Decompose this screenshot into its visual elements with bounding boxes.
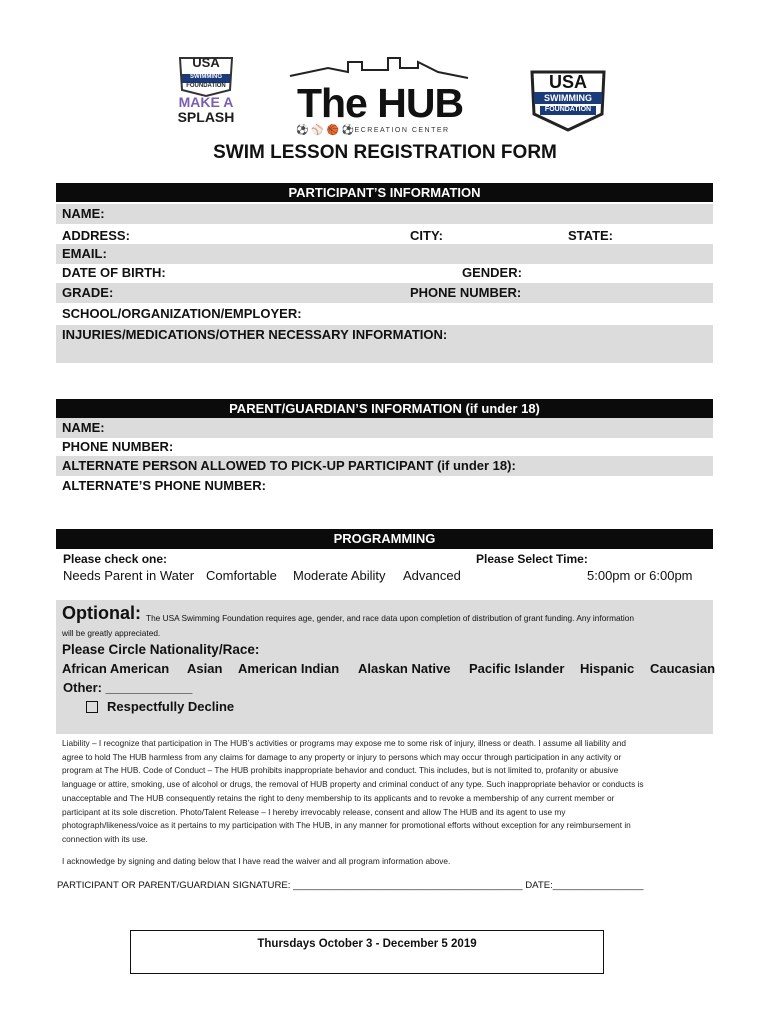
alternate-person-field[interactable] — [56, 456, 713, 476]
liability-line: photograph/likeness/voice as it pertains to my participation with The HUB, in any manner for promotional efforts without exception for any reimbursement in — [62, 820, 631, 831]
usa-swimming-make-a-splash-logo — [170, 52, 242, 130]
guardian-name-label: NAME: — [62, 420, 105, 435]
race-caucasian[interactable]: Caucasian — [650, 661, 716, 676]
level-moderate-option[interactable]: Moderate Ability — [293, 568, 386, 583]
race-asian[interactable]: Asian — [187, 661, 223, 676]
participant-name-label: NAME: — [62, 206, 105, 221]
level-needs-parent-option[interactable]: Needs Parent in Water — [63, 568, 195, 583]
optional-title: Optional: — [62, 603, 141, 623]
logo-left-splash: SPLASH — [177, 109, 235, 125]
guardian-phone-field[interactable] — [56, 437, 713, 457]
nationality-prompt: Please Circle Nationality/Race: — [62, 642, 260, 657]
race-african-american[interactable]: African American — [62, 661, 170, 676]
participant-address-row[interactable] — [56, 226, 713, 246]
decline-label: Respectfully Decline — [107, 699, 235, 714]
logo-left-make-a: MAKE A — [178, 94, 234, 110]
signature-line[interactable]: PARTICIPANT OR PARENT/GUARDIAN SIGNATURE: ___________________________________________ DATE:_________________ — [57, 880, 644, 891]
hub-logo-title: The HUB — [296, 80, 464, 126]
participant-dob-row[interactable] — [56, 263, 713, 283]
liability-line: connection with its use. — [62, 833, 148, 844]
logo-right-usa: USA — [548, 72, 587, 92]
liability-line: Liability – I recognize that participation in The HUB’s activities or programs may expose me to some risk of injury, illness or death. I assume all liability and — [62, 738, 626, 748]
liability-line: program at The HUB. Code of Conduct – The HUB prohibits inappropriate behavior and conduct. This includes, but is not limited to, profanity or abusive — [62, 765, 619, 776]
guardian-name-field[interactable] — [56, 418, 713, 438]
participant-injuries-label: INJURIES/MEDICATIONS/OTHER NECESSARY INFORMATION: — [62, 327, 448, 342]
select-time-label: Please Select Time: — [476, 552, 588, 566]
optional-note-continued: will be greatly appreciated. — [62, 628, 161, 638]
guardian-section-header: PARENT/GUARDIAN’S INFORMATION (if under 18) — [56, 399, 713, 418]
liability-text — [62, 737, 712, 847]
participant-phone-label: PHONE NUMBER: — [410, 285, 522, 300]
check-one-label: Please check one: — [63, 552, 168, 566]
participant-gender-label: GENDER: — [462, 265, 522, 280]
hub-logo-subtitle: RECREATION CENTER — [348, 127, 450, 134]
optional-note: The USA Swimming Foundation requires age, gender, and race data upon completion of distribution of grant funding. Any information — [146, 613, 634, 623]
race-alaskan-native[interactable]: Alaskan Native — [358, 661, 451, 676]
race-american-indian[interactable]: American Indian — [238, 661, 340, 676]
dates-box — [130, 930, 604, 974]
participant-email-label: EMAIL: — [62, 246, 107, 261]
level-comfortable-option[interactable]: Comfortable — [206, 568, 277, 583]
participant-injuries-field[interactable] — [56, 325, 713, 363]
usa-swimming-foundation-logo — [526, 68, 610, 134]
race-pacific-islander[interactable]: Pacific Islander — [469, 661, 565, 676]
logo-right-foundation: FOUNDATION — [544, 106, 592, 113]
participant-dob-label: DATE OF BIRTH: — [62, 265, 166, 280]
level-advanced-option[interactable]: Advanced — [403, 568, 461, 583]
liability-line: agree to hold The HUB harmless from any claims for damage to any property or injury to persons which may occur through participation in any activity or — [62, 751, 622, 762]
logo-left-swimming: SWIMMING — [190, 74, 222, 80]
liability-line: participant at its sole discretion. Photo/Talent Release – I hereby irrevocably release, consent and allow The HUB and its agent to use my — [62, 806, 566, 817]
programming-section-header: PROGRAMMING — [56, 529, 713, 549]
logo-left-usa: USA — [192, 55, 220, 70]
logo-right-swimming: SWIMMING — [544, 93, 592, 103]
hub-logo-sport-icons: ⚽ ⚾ 🏀 ⚽ — [296, 125, 355, 136]
participant-city-label: CITY: — [410, 228, 443, 243]
decline-checkbox[interactable] — [86, 701, 98, 713]
participant-address-label: ADDRESS: — [62, 228, 130, 243]
alternate-phone-field[interactable] — [56, 476, 713, 496]
time-options[interactable]: 5:00pm or 6:00pm — [587, 568, 693, 583]
participant-grade-row[interactable] — [56, 283, 713, 303]
participant-state-label: STATE: — [568, 228, 614, 243]
participant-name-field[interactable] — [56, 204, 713, 224]
participant-school-label: SCHOOL/ORGANIZATION/EMPLOYER: — [62, 306, 302, 321]
liability-line: unacceptable and The HUB consequently retains the right to deny membership to its applicants and to revoke a membership of any current member or — [62, 792, 615, 803]
liability-line: language or attire, smoking, use of alcohol or drugs, the removal of HUB property and criminal conduct of any type. Such inappropriate behavior or conducts is — [62, 779, 644, 790]
participant-grade-label: GRADE: — [62, 285, 114, 300]
participant-school-field[interactable] — [56, 304, 713, 324]
race-other-field[interactable]: Other: ____________ — [63, 680, 193, 695]
alternate-phone-label: ALTERNATE’S PHONE NUMBER: — [62, 478, 266, 493]
guardian-phone-label: PHONE NUMBER: — [62, 439, 174, 454]
acknowledgement-text: I acknowledge by signing and dating below that I have read the waiver and all program information above. — [62, 856, 451, 866]
race-hispanic[interactable]: Hispanic — [580, 661, 635, 676]
logo-left-foundation: FOUNDATION — [186, 83, 226, 89]
participant-section-header: PARTICIPANT’S INFORMATION — [56, 183, 713, 202]
alternate-person-label: ALTERNATE PERSON ALLOWED TO PICK-UP PARTICIPANT (if under 18): — [62, 458, 516, 473]
dates-text: Thursdays October 3 - December 5 2019 — [257, 938, 477, 950]
form-title: SWIM LESSON REGISTRATION FORM — [213, 142, 557, 163]
participant-email-field[interactable] — [56, 244, 713, 264]
the-hub-logo — [288, 50, 472, 138]
